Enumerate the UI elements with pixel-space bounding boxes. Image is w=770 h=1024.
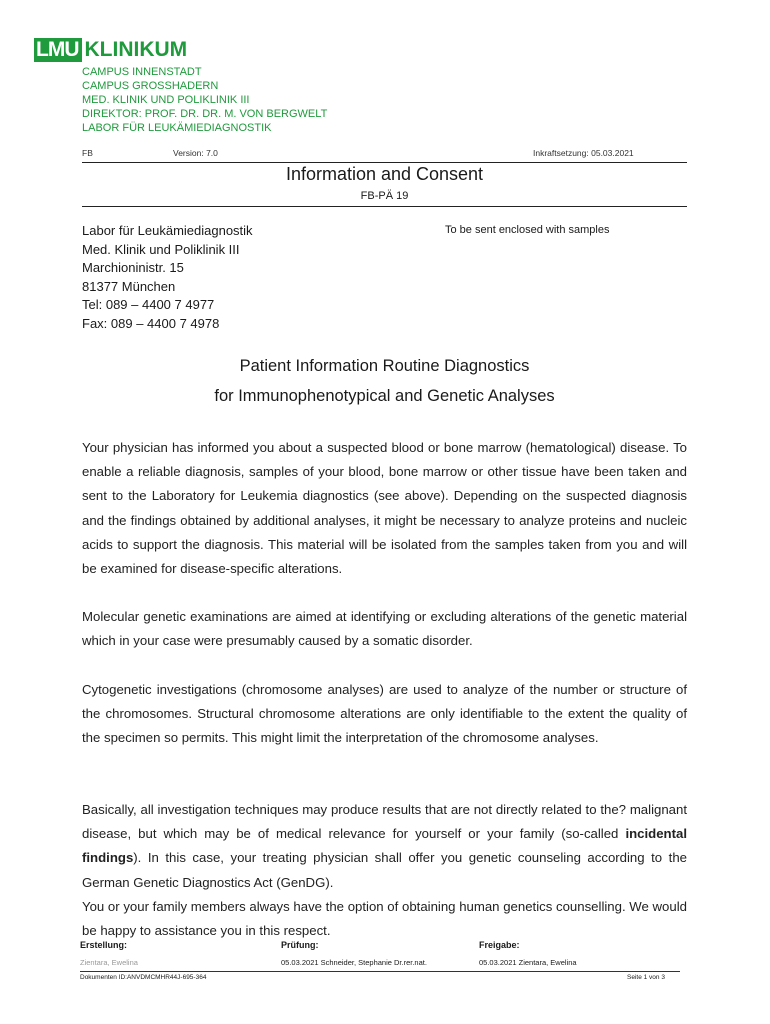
footer-release-label: Freigabe:	[479, 940, 520, 950]
address-line: Labor für Leukämiediagnostik	[82, 223, 253, 238]
paragraph-text: ). In this case, your treating physician shall offer you genetic counseling according to the German Genetic Diagnostics Act (GenDG).	[82, 850, 687, 890]
footer-created-value: Zientara, Ewelina	[80, 958, 138, 967]
logo-text: KLINIKUM	[84, 38, 188, 61]
address-line: Med. Klinik und Poliklinik III	[82, 241, 240, 257]
paragraph-incidental	[82, 798, 687, 895]
effective-date: Inkraftsetzung: 05.03.2021	[533, 148, 634, 158]
institution-block	[82, 65, 327, 135]
footer-checked-label: Prüfung:	[281, 940, 319, 950]
title-rule-bottom	[82, 206, 687, 207]
paragraph-molecular: Molecular genetic examinations are aimed at identifying or excluding alterations of the genetic material which in your case were presumably caused by a somatic disorder.	[82, 609, 687, 649]
form-code: FB-PÄ 19	[360, 190, 409, 202]
version: Version: 7.0	[173, 148, 218, 158]
footer-created-label: Erstellung:	[80, 940, 128, 950]
title-rule-top	[82, 162, 687, 163]
address-line: 81377 München	[82, 278, 176, 294]
address-line: Marchioninistr. 15	[82, 260, 184, 275]
paragraph-intro: Your physician has informed you about a suspected blood or bone marrow (hematological) disease. To enable a reliable diagnosis, samples of your blood, bone marrow or other tissue have been taken and sent to the Laboratory for Leukemia diagnostics (see above). Depending on the suspected diagnosis and the findings obtained by additional analyses, it might be necessary to analyze proteins and nucleic acids to support the diagnosis. This material will be isolated from the samples taken from you and will be examined for disease-specific alterations.	[82, 440, 687, 577]
form-type: FB	[82, 148, 93, 158]
page-title: Information and Consent	[285, 164, 484, 184]
footer-checked-value: 05.03.2021 Schneider, Stephanie Dr.rer.nat.	[281, 958, 427, 967]
lab-address	[82, 222, 253, 333]
campus-line: CAMPUS GROSSHADERN	[82, 80, 219, 92]
paragraph-counselling: You or your family members always have the option of obtaining human genetics counselling. We would be happy to assistance you in this respect.	[82, 899, 687, 939]
logo-box: LMU	[34, 38, 85, 62]
campus-line: DIREKTOR: PROF. DR. DR. M. VON BERGWELT	[82, 108, 328, 120]
paragraph-text: Basically, all investigation techniques may produce results that are not directly related to the? malignant disease, but which may be of medical relevance for yourself or your family (so-called	[82, 802, 687, 842]
campus-line: CAMPUS INNENSTADT	[82, 66, 202, 78]
section-heading-line2: for Immunophenotypical and Genetic Analyses	[214, 387, 555, 405]
lmu-klinikum-logo	[34, 38, 187, 62]
incidental-findings-term: incidental findings	[82, 826, 687, 866]
campus-line: MED. KLINIK UND POLIKLINIK III	[82, 94, 250, 106]
address-line: Tel: 089 – 4400 7 4977	[82, 297, 215, 312]
paragraph-cytogenetic: Cytogenetic investigations (chromosome analyses) are used to analyze of the number or structure of the chromosomes. Structural chromosome alterations are only identifiable to the extent the quality of the specimen so permits. This might limit the interpretation of the chromosome analyses.	[82, 682, 687, 746]
footer-release-value: 05.03.2021 Zientara, Ewelina	[479, 958, 577, 967]
page-number: Seite 1 von 3	[627, 974, 665, 981]
send-note: To be sent enclosed with samples	[445, 224, 610, 236]
footer-rule	[80, 971, 680, 972]
document-id: Dokumenten ID:ANVDMCMHR44J-695-364	[80, 974, 207, 981]
address-line: Fax: 089 – 4400 7 4978	[82, 315, 220, 331]
section-heading-line1: Patient Information Routine Diagnostics	[239, 357, 530, 375]
campus-line: LABOR FÜR LEUKÄMIEDIAGNOSTIK	[82, 122, 272, 134]
